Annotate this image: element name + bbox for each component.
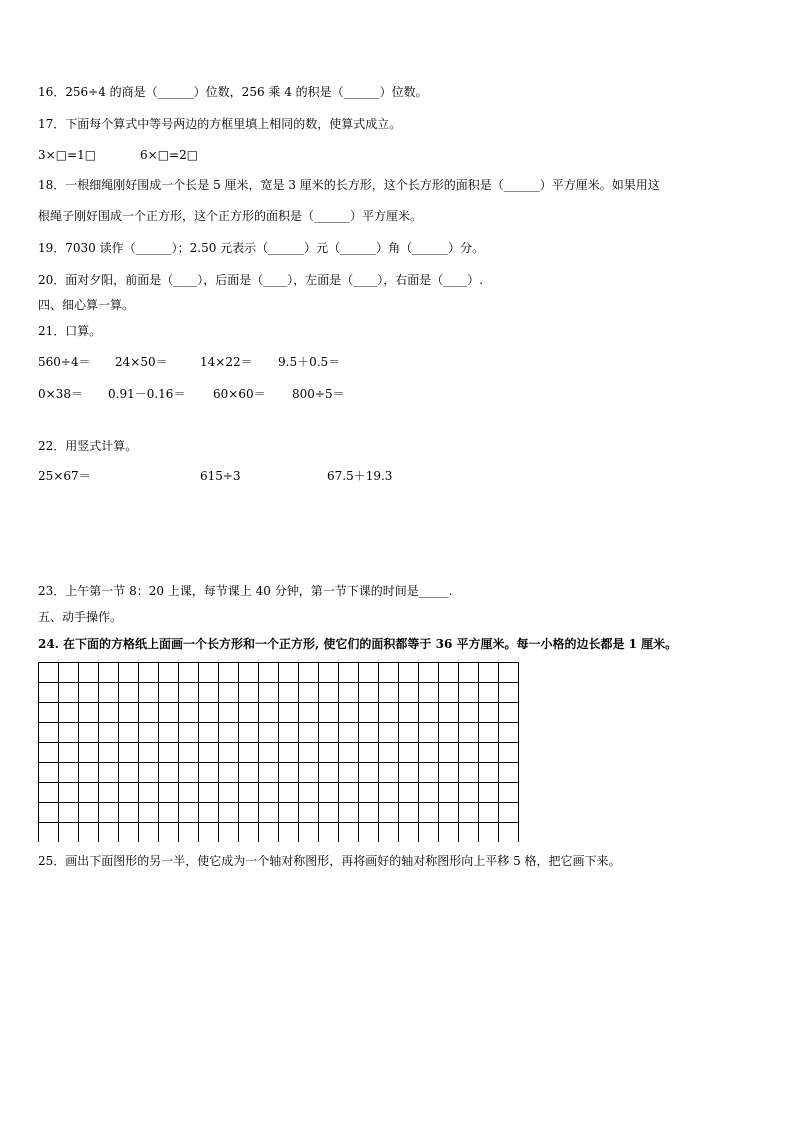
question-25: 25．画出下面图形的另一半，使它成为一个轴对称图形，再将画好的轴对称图形向上平移 5 格，把它画下来。	[38, 854, 621, 868]
oral-calc-r2-c1: 0×38＝	[38, 387, 83, 401]
question-20: 20．面对夕阳，前面是（____），后面是（____），左面是（____），右面是（____）.	[38, 273, 484, 287]
question-21: 21．口算。	[38, 324, 102, 338]
question-22: 22．用竖式计算。	[38, 439, 138, 453]
vertical-calc-1: 25×67＝	[38, 469, 91, 483]
question-17-equation-2: 6×□=2□	[140, 148, 199, 162]
square-grid-paper[interactable]	[38, 662, 520, 842]
question-17-equation-1: 3×□=1□	[38, 148, 97, 162]
oral-calc-r1-c2: 24×50＝	[115, 355, 168, 369]
oral-calc-r1-c3: 14×22＝	[200, 355, 253, 369]
question-24: 24. 在下面的方格纸上面画一个长方形和一个正方形, 使它们的面积都等于 36 平方厘米。每一小格的边长都是 1 厘米。	[38, 637, 678, 651]
vertical-calc-3: 67.5＋19.3	[327, 469, 393, 483]
question-23: 23．上午第一节 8：20 上课，每节课上 40 分钟，第一节下课的时间是_____.	[38, 584, 453, 598]
vertical-calc-2: 615÷3	[200, 469, 241, 483]
section-4-heading: 四、细心算一算。	[38, 298, 135, 312]
section-5-heading: 五、动手操作。	[38, 610, 123, 624]
oral-calc-r2-c4: 800÷5＝	[292, 387, 345, 401]
question-19: 19．7030 读作（______）；2.50 元表示（______）元（______）角（______）分。	[38, 241, 485, 255]
question-16: 16．256÷4 的商是（______）位数，256 乘 4 的积是（______）位数。	[38, 85, 428, 99]
question-18-line-2: 根绳子刚好围成一个正方形，这个正方形的面积是（______）平方厘米。	[38, 209, 423, 223]
oral-calc-r1-c4: 9.5＋0.5＝	[278, 355, 341, 369]
question-18-line-1: 18．一根细绳刚好围成一个长是 5 厘米，宽是 3 厘米的长方形，这个长方形的面积是（______）平方厘米。如果用这	[38, 178, 660, 192]
oral-calc-r1-c1: 560÷4＝	[38, 355, 91, 369]
question-17: 17．下面每个算式中等号两边的方框里填上相同的数，使算式成立。	[38, 117, 402, 131]
oral-calc-r2-c2: 0.91－0.16＝	[108, 387, 186, 401]
oral-calc-r2-c3: 60×60＝	[213, 387, 266, 401]
